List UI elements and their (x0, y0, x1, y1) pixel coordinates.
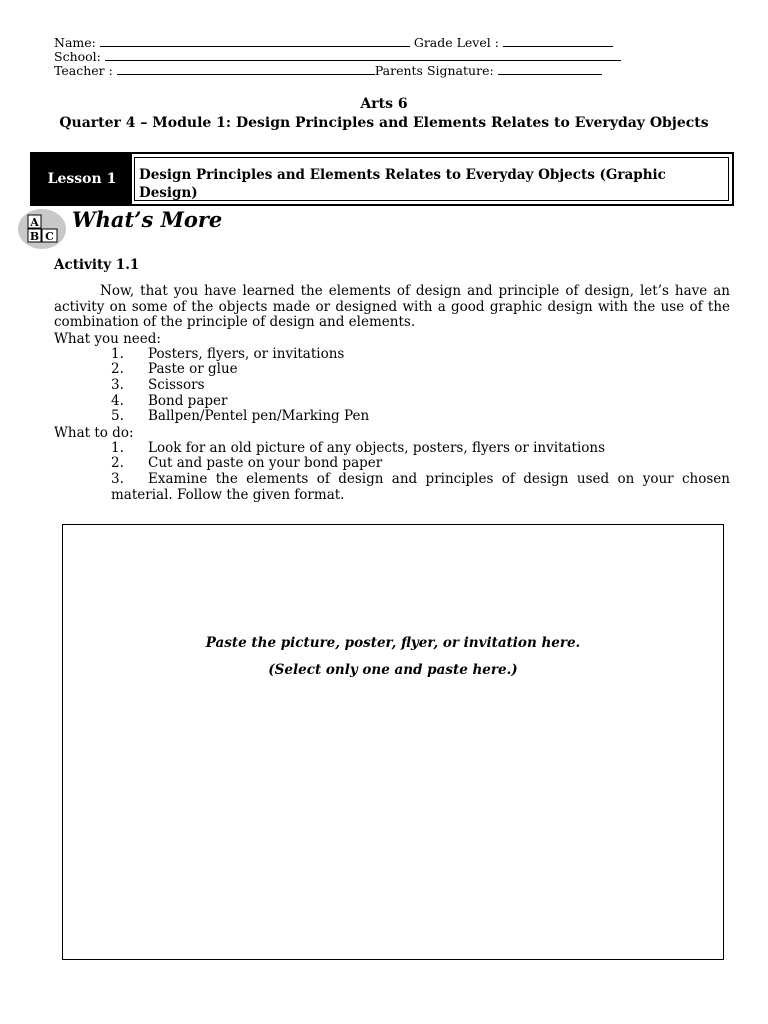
teacher-line (54, 63, 602, 78)
what-to-do-label: What to do: (54, 425, 134, 441)
step-3-number: 3. (111, 471, 124, 487)
lesson-title: Design Principles and Elements Relates to Everyday Objects (Graphic Design) (134, 157, 729, 201)
subject-title: Arts 6 (360, 96, 408, 112)
what-you-need-label: What you need: (54, 331, 161, 347)
lesson-tab: Lesson 1 (32, 154, 132, 204)
step-3-text: Examine the elements of design and principles of design used on your chosen material. Follow the given format. (111, 471, 730, 503)
name-label: Name: (54, 35, 96, 50)
paste-note: (Select only one and paste here.) (268, 662, 518, 678)
block-letter-b: B (29, 230, 40, 243)
paste-area[interactable] (62, 524, 724, 960)
activity-intro (54, 284, 730, 331)
lesson-banner (30, 152, 734, 206)
school-field[interactable] (105, 49, 621, 61)
grade-level-field[interactable] (503, 35, 613, 47)
activity-title: Activity 1.1 (54, 257, 140, 273)
module-title: Quarter 4 – Module 1: Design Principles and Elements Relates to Everyday Objects (59, 115, 709, 131)
paste-instruction: Paste the picture, poster, flyer, or invitation here. (205, 635, 581, 651)
step-3 (111, 472, 730, 503)
grade-level-label: Grade Level : (413, 35, 499, 50)
name-field[interactable] (100, 35, 410, 47)
block-letter-c: C (45, 230, 54, 243)
parents-signature-field[interactable] (498, 63, 602, 75)
teacher-label: Teacher : (54, 63, 113, 78)
abc-blocks-icon (18, 208, 68, 250)
block-letter-a: A (30, 216, 39, 229)
parents-signature-label: Parents Signature: (374, 63, 494, 78)
teacher-field[interactable] (117, 63, 375, 75)
name-line (54, 35, 613, 50)
school-line (54, 49, 621, 64)
activity-intro-text: Now, that you have learned the elements of design and principle of design, let’s have an activity on some of the objects made or designed with a good graphic design with the use of the combination of the principle of design and elements. (54, 283, 730, 331)
section-title: What’s More (72, 207, 223, 232)
school-label: School: (54, 49, 101, 64)
